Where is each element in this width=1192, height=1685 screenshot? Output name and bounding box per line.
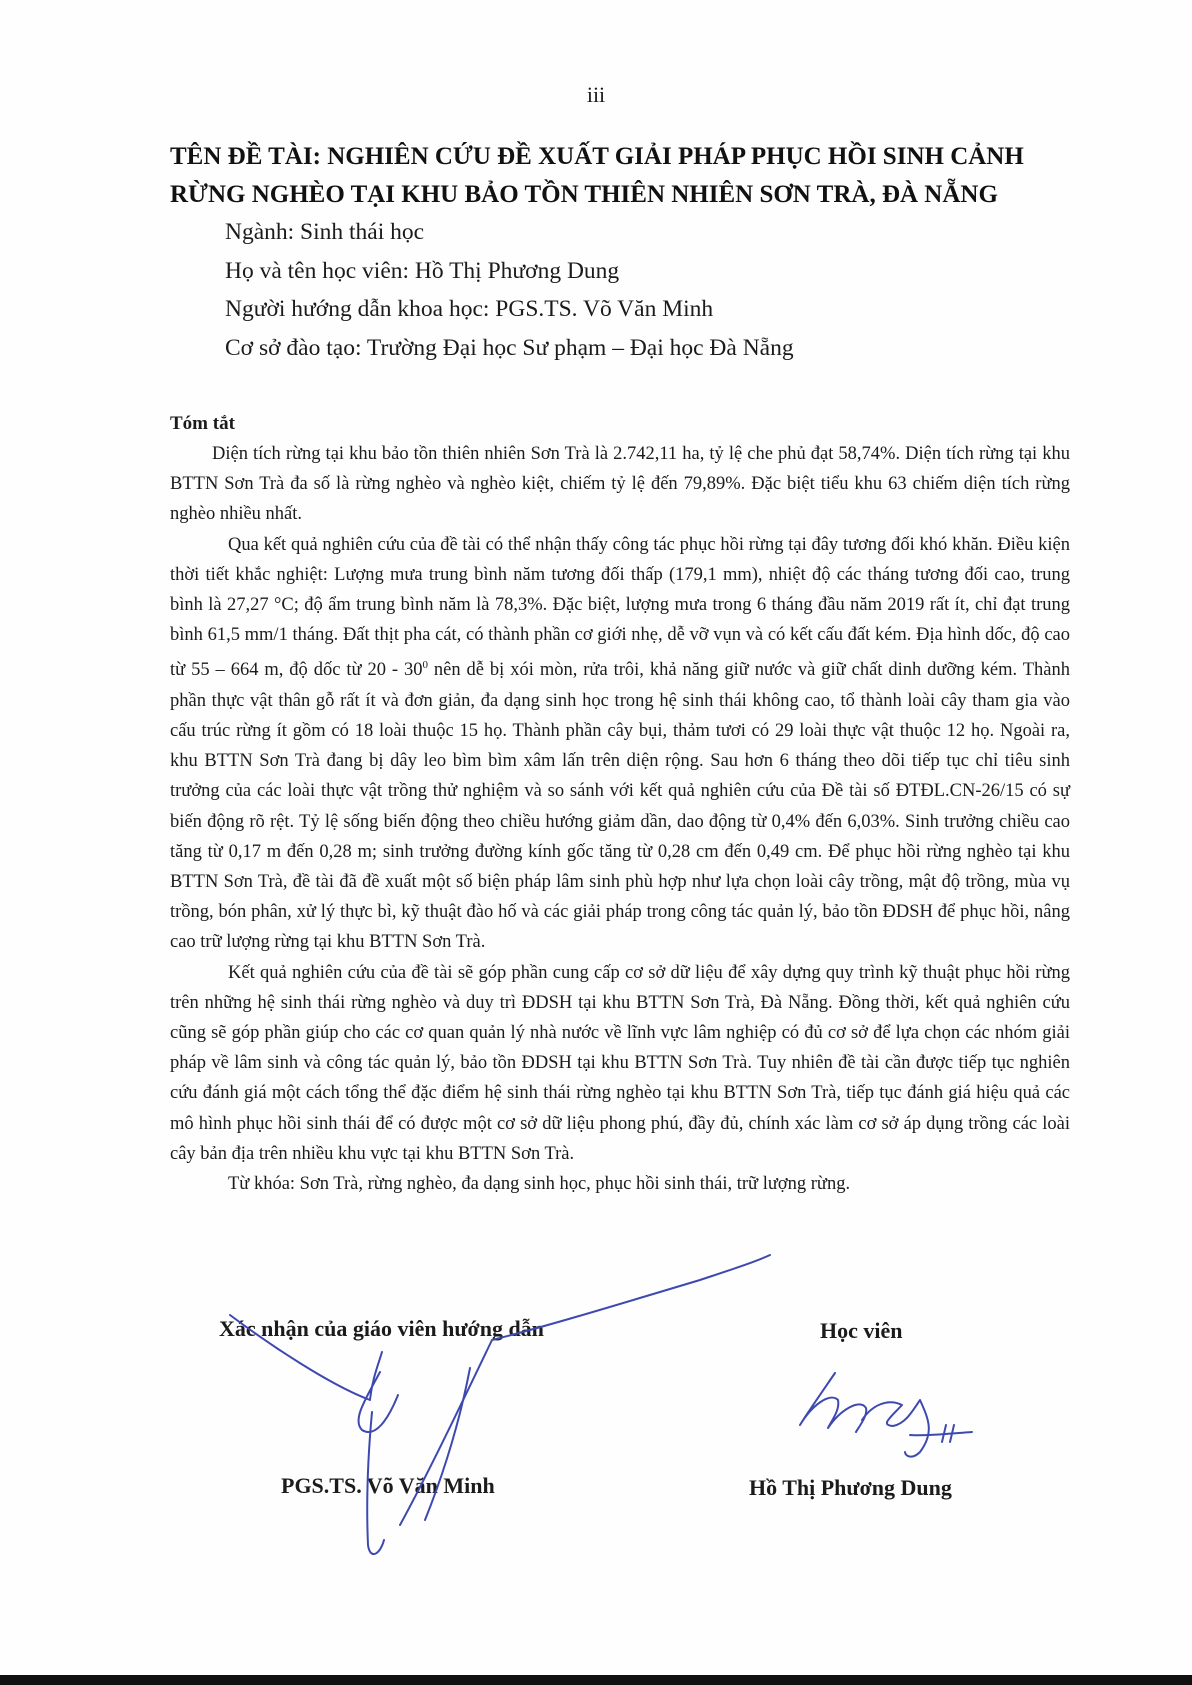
major-line: Ngành: Sinh thái học — [225, 219, 425, 245]
abstract-paragraph-2-part-2: nên dễ bị xói mòn, rửa trôi, khả năng giữ nước và giữ chất dinh dưỡng kém. Thành phần thực vật thân gỗ rất ít và đơn giản, đa dạng sinh học trong hệ sinh thái không cao, tổ thành loài cây tham gia vào cấu trúc rừng ít gồm có 18 loài thuộc 15 họ. Thành phần cây bụi, thảm tươi có 29 loài thực vật thuộc 12 họ. Ngoài ra, khu BTTN Sơn Trà đang bị dây leo bìm bìm xâm lấn trên diện rộng. Sau hơn 6 tháng theo dõi tiếp tục chỉ tiêu sinh trưởng của các loài thực vật trồng thử nghiệm và so sánh với kết quả nghiên cứu của Đề tài số ĐTĐL.CN-26/15 có sự biến động rõ rệt. Tỷ lệ sống biến động theo chiều hướng giảm dần, dao động từ 0,4% đến 6,03%. Sinh trưởng chiều cao tăng từ 0,17 m đến 0,28 m; sinh trưởng đường kính gốc tăng từ 0,28 cm đến 0,49 cm. Để phục hồi rừng nghèo tại khu BTTN Sơn Trà, đề tài đã đề xuất một số biện pháp lâm sinh phù hợp như lựa chọn loài cây trồng, mật độ trồng, mùa vụ trồng, bón phân, xử lý thực bì, kỹ thuật đào hố và các giải pháp trong công tác quản lý, bảo tồn ĐDSH để phục hồi, nâng cao trữ lượng rừng tại khu BTTN Sơn Trà. — [170, 660, 1070, 953]
thesis-title-line-1: TÊN ĐỀ TÀI: NGHIÊN CỨU ĐỀ XUẤT GIẢI PHÁP PHỤC HỒI SINH CẢNH — [170, 143, 1024, 170]
institution-line: Cơ sở đào tạo: Trường Đại học Sư phạm – Đại học Đà Nẵng — [225, 334, 794, 361]
degree-superscript: 0 — [422, 659, 428, 672]
abstract-paragraph-2-part-1: Qua kết quả nghiên cứu của đề tài có thể nhận thấy công tác phục hồi rừng tại đây tương đối khó khăn. Điều kiện thời tiết khắc nghiệt: Lượng mưa trung bình năm tương đối thấp (179,1 mm), nhiệt độ các tháng tương đối cao, trung bình là 27,27 °C; độ ẩm trung bình năm là 78,3%. Đặc biệt, lượng mưa trong 6 tháng đầu năm 2019 rất ít, chỉ đạt trung bình 61,5 mm/1 tháng. Đất thịt pha cát, có thành phần cơ giới nhẹ, dễ vỡ vụn và có kết cấu đất kém. Địa hình dốc, độ cao từ 55 – 664 m, độ dốc từ 20 - 30 — [170, 534, 1070, 681]
student-signature-name: Hồ Thị Phương Dung — [749, 1475, 952, 1500]
thesis-meta — [225, 213, 1075, 367]
abstract-paragraph-1: Diện tích rừng tại khu bảo tồn thiên nhiên Sơn Trà là 2.742,11 ha, tỷ lệ che phủ đạt 58,74%. Diện tích rừng tại khu BTTN Sơn Trà đa số là rừng nghèo và nghèo kiệt, chiếm tỷ lệ đến 79,89%. Đặc biệt tiểu khu 63 chiếm diện tích rừng nghèo nhiều nhất. — [170, 444, 1070, 525]
thesis-title — [170, 138, 1070, 214]
abstract-paragraph-3: Kết quả nghiên cứu của đề tài sẽ góp phần cung cấp cơ sở dữ liệu để xây dựng quy trình kỹ thuật phục hồi rừng trên những hệ sinh thái rừng nghèo và duy trì ĐDSH tại khu BTTN Sơn Trà, Đà Nẵng. Đồng thời, kết quả nghiên cứu cũng sẽ góp phần giúp cho các cơ quan quản lý nhà nước về lĩnh vực lâm nghiệp có đủ cơ sở để lựa chọn các nhóm giải pháp về lâm sinh và công tác quản lý, bảo tồn ĐDSH tại khu BTTN Sơn Trà. Tuy nhiên đề tài cần được tiếp tục nghiên cứu đánh giá một cách tổng thể đặc điểm hệ sinh thái rừng nghèo tại khu BTTN Sơn Trà, tiếp tục đánh giá hiệu quả các mô hình phục hồi sinh thái để có được một cơ sở dữ liệu phong phú, đầy đủ, chính xác làm cơ sở áp dụng trồng các loài cây bản địa trên nhiều khu vực tại khu BTTN Sơn Trà. — [170, 962, 1070, 1164]
keywords-line: Từ khóa: Sơn Trà, rừng nghèo, đa dạng sinh học, phục hồi sinh thái, trữ lượng rừng. — [228, 1174, 851, 1195]
advisor-signature-heading: Xác nhận của giáo viên hướng dẫn — [219, 1316, 544, 1341]
student-signature-stroke-4 — [942, 1425, 954, 1442]
thesis-title-line-2: RỪNG NGHÈO TẠI KHU BẢO TỒN THIÊN NHIÊN SƠN TRÀ, ĐÀ NẴNG — [170, 181, 998, 208]
student-signature-stroke-1 — [800, 1373, 866, 1432]
advisor-line: Người hướng dẫn khoa học: PGS.TS. Võ Văn Minh — [225, 296, 714, 322]
abstract-section — [170, 409, 1070, 1199]
advisor-signature-name: PGS.TS. Võ Văn Minh — [281, 1473, 495, 1498]
page-number: iii — [586, 82, 606, 107]
abstract-paragraph-2 — [170, 530, 1070, 958]
student-signature-heading: Học viên — [820, 1318, 903, 1343]
student-signature-stroke-3 — [910, 1432, 972, 1435]
abstract-heading: Tóm tắt — [170, 413, 235, 434]
student-signature-stroke-2 — [862, 1400, 929, 1457]
scan-bottom-edge — [0, 1675, 1192, 1685]
advisor-signature-stroke-2 — [358, 1372, 398, 1432]
student-line: Họ và tên học viên: Hồ Thị Phương Dung — [225, 257, 620, 284]
